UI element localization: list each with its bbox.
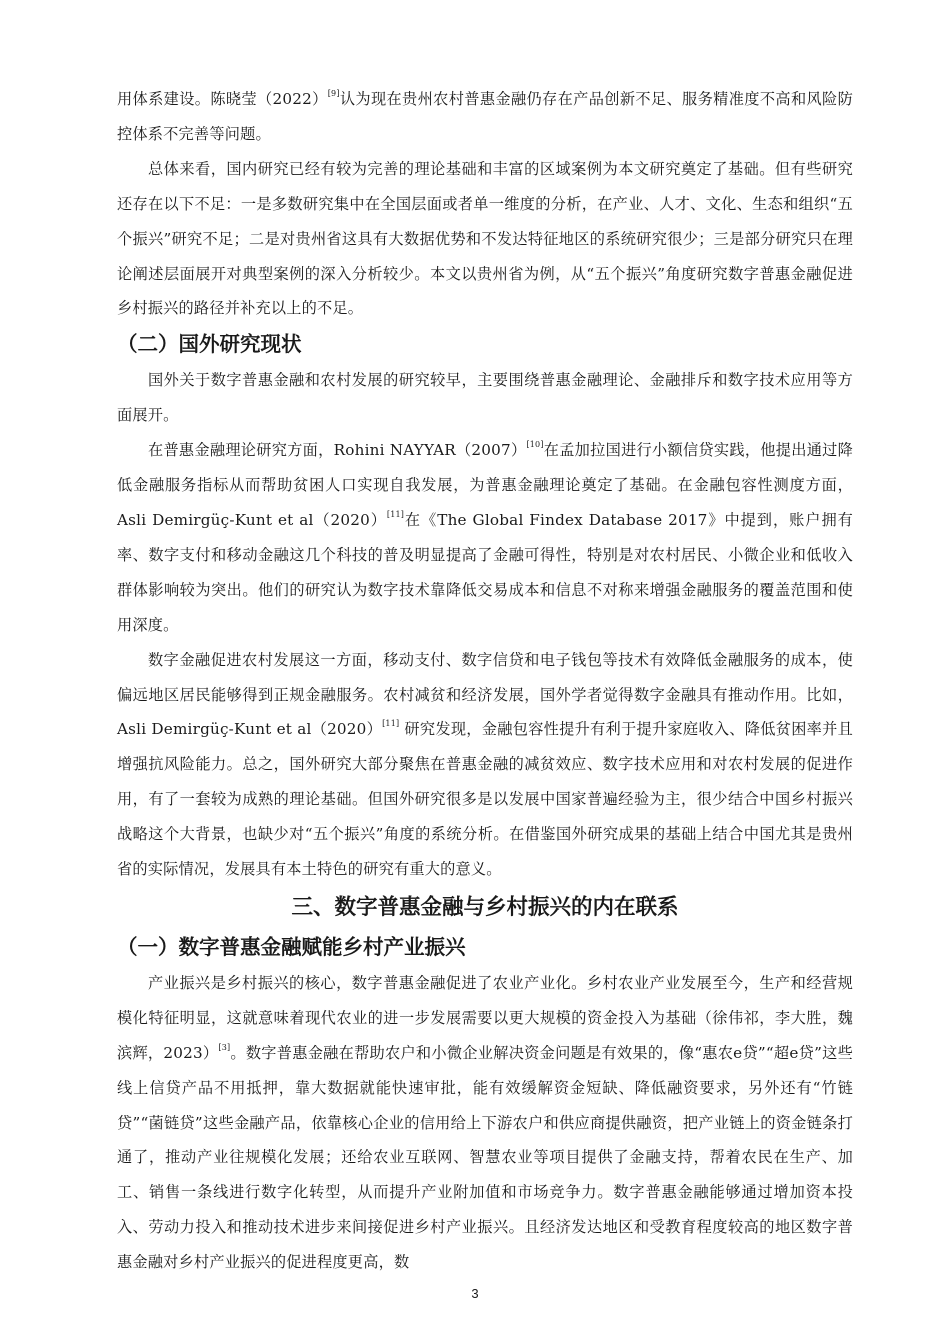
paragraph-text: 研究发现，金融包容性提升有利于提升家庭收入、降低贫困率并且增强抗风险能力。总之，国外研究大部分聚焦在普惠金融的减贫效应、数字技术应用和对农村发展的促进作用，有了一套较为成熟的理论基础。但国外研究很多是以发展中国家普遍经验为主，很少结合中国乡村振兴战略这个大背景，也缺少对“五个振兴”角度的系统分析。在借鉴国外研究成果的基础上结合中国尤其是贵州省的实际情况，发展具有本土特色的研究有重大的意义。 (117, 720, 853, 879)
paragraph-text: 用体系建设。陈晓莹（2022） (117, 90, 328, 108)
paragraph-text: 产业振兴是乡村振兴的核心，数字普惠金融促进了农业产业化。乡村农业产业发展至今，生产和经营规模化特征明显，这就意味着现代农业的进一步发展需要以更大规模的资金投入为基础（徐伟祁，李大胜，魏滨辉，2023） (117, 973, 853, 1062)
paragraph-text: 数字金融促进农村发展这一方面，移动支付、数字信贷和电子钱包等技术有效降低金融服务的成本，使偏远地区居民能够得到正规金融服务。农村减贫和经济发展，国外学者觉得数字金融具有推动作用。比如，Asli Demirgüç-Kunt et al（2020） (117, 650, 853, 739)
paragraph-text: 在普惠金融理论研究方面，Rohini NAYYAR（2007） (148, 441, 527, 460)
paragraph-text: 认为现在贵州农村普惠金融仍存在产品创新不足、服务精准度不高和风险防控体系不完善等问题。 (117, 90, 853, 143)
citation-ref: [11] (386, 509, 405, 519)
subsection-heading-industry: （一）数字普惠金融赋能乡村产业振兴 (117, 934, 466, 959)
section-heading: 三、数字普惠金融与乡村振兴的内在联系 (291, 894, 679, 920)
citation-ref: [11] (382, 719, 400, 729)
paragraph-summary-domestic: 总体来看，国内研究已经有较为完善的理论基础和丰富的区域案例为本文研究奠定了基础。但有些研究还存在以下不足：一是多数研究集中在全国层面或者单一维度的分析，在产业、人才、文化、生态和组织“五个振兴”研究不足；二是对贵州省这具有大数据优势和不发达特征地区的系统研究很少；三是部分研究只在理论阐述层面展开对典型案例的深入分析较少。本文以贵州省为例，从“五个振兴”角度研究数字普惠金融促进乡村振兴的路径并补充以上的不足。 (117, 159, 853, 318)
citation-ref: [9] (327, 88, 340, 98)
paragraph-foreign-intro: 国外关于数字普惠金融和农村发展的研究较早，主要围绕普惠金融理论、金融排斥和数字技术应用等方面展开。 (117, 371, 853, 425)
paragraph-digital-rural-development (117, 643, 853, 887)
citation-ref: [3] (218, 1042, 231, 1052)
page-body (117, 82, 853, 1280)
paragraph-inclusive-finance-theory (117, 433, 853, 642)
citation-ref: [10] (526, 440, 544, 450)
subsection-heading-foreign: （二）国外研究现状 (117, 332, 302, 357)
paragraph-continued (117, 82, 853, 152)
paragraph-text: 在孟加拉国进行小额信贷实践，他提出通过降低金融服务指标从而帮助贫困人口实现自我发展，为普惠金融理论奠定了基础。在金融包容性测度方面，Asli Demirgüç-Kunt et al（2020） (117, 441, 854, 529)
page-number: 3 (471, 1286, 479, 1301)
paragraph-industry-revitalization (117, 966, 853, 1280)
paragraph-text: 。数字普惠金融在帮助农户和小微企业解决资金问题是有效果的，像“惠农e贷”“超e贷”这些线上信贷产品不用抵押，靠大数据就能快速审批，能有效缓解资金短缺、降低融资要求，另外还有“竹链贷”“菌链贷”这些金融产品，依靠核心企业的信用给上下游农户和供应商提供融资，把产业链上的资金链条打通了，推动产业往规模化发展；还给农业互联网、智慧农业等项目提供了金融支持，帮着农民在生产、加工、销售一条线进行数字化转型，从而提升产业附加值和市场竞争力。数字普惠金融能够通过增加资本投入、劳动力投入和推动技术进步来间接促进乡村产业振兴。且经济发达地区和受教育程度较高的地区数字普惠金融对乡村产业振兴的促进程度更高，数 (117, 1043, 853, 1272)
paragraph-text: 在《The Global Findex Database 2017》中提到，账户拥有率、数字支付和移动金融这几个科技的普及明显提高了金融可得性，特别是对农村居民、小微企业和低收入群体影响较为突出。他们的研究认为数字技术靠降低交易成本和信息不对称来增强金融服务的覆盖范围和使用深度。 (117, 510, 853, 634)
